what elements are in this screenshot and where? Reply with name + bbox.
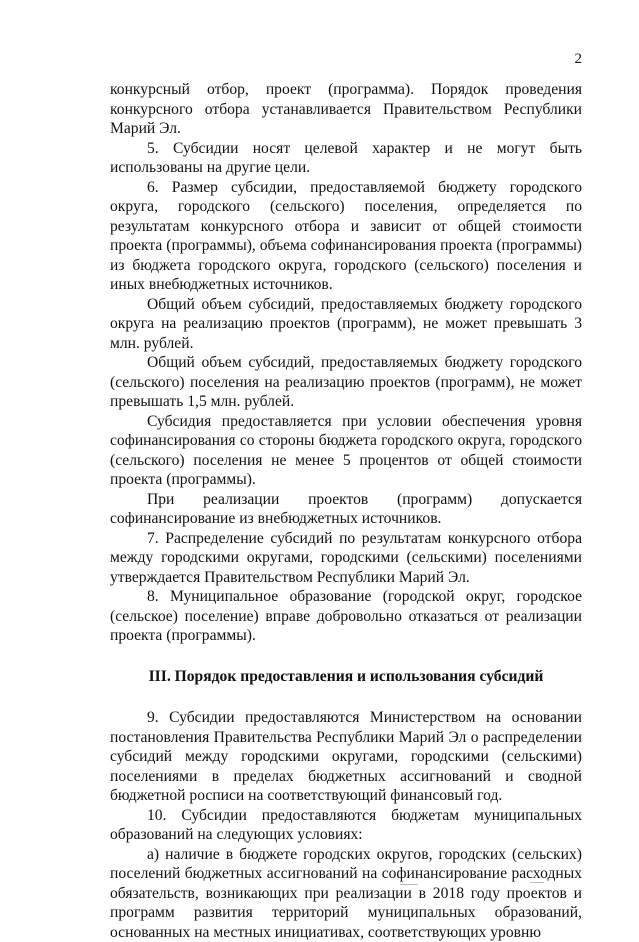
paragraph-p-continuation: конкурсный отбор, проект (программа). Порядок проведения конкурсного отбора устанавливается Правительством Республики Марий Эл.: [110, 80, 582, 139]
paragraphs-before-section: [110, 80, 582, 646]
paragraph-p-10-a: а) наличие в бюджете городских округов, городских (сельских) поселений бюджетных ассигнований на софинансирование расходных обязательств, возникающих при реализации в 2018 году проектов и программ развития территорий муниципальных образований, основанных на местных инициативах, соответствующих уровню: [110, 845, 582, 942]
paragraph-p-9: 9. Субсидии предоставляются Министерством на основании постановления Правительства Республики Марий Эл о распределении субсидий между городскими округами, городскими (сельскими) поселениями в пределах бюджетных ассигнований и сводной бюджетной росписи на соответствующий финансовый год.: [110, 708, 582, 806]
section-title: III. Порядок предоставления и использования субсидий: [110, 667, 582, 687]
paragraph-p-6: 6. Размер субсидии, предоставляемой бюджету городского округа, городского (сельского) поселения, определяется по результатам конкурсного отбора и зависит от общей стоимости проекта (программы), объема софинансирования проекта (программы) из бюджета городского округа, городского (сельского) поселения и иных внебюджетных источников.: [110, 178, 582, 295]
page-number: 2: [575, 50, 583, 68]
scan-artifact: [530, 882, 544, 883]
paragraph-p-7: 7. Распределение субсидий по результатам конкурсного отбора между городскими округами, городскими (сельскими) поселениями утверждается Правительством Республики Марий Эл.: [110, 529, 582, 588]
paragraph-p-5: 5. Субсидии носят целевой характер и не могут быть использованы на другие цели.: [110, 139, 582, 178]
document-body: [110, 80, 582, 942]
paragraphs-after-section: [110, 708, 582, 942]
paragraph-p-6-poselenie: Общий объем субсидий, предоставляемых бюджету городского (сельского) поселения на реализацию проектов (программ), не может превышать 1,5 млн. рублей.: [110, 353, 582, 412]
paragraph-p-6-okrug: Общий объем субсидий, предоставляемых бюджету городского округа на реализацию проектов (программ), не может превышать 3 млн. рублей.: [110, 295, 582, 354]
paragraph-p-6-usloviye: Субсидия предоставляется при условии обеспечения уровня софинансирования со стороны бюджета городского округа, городского (сельского) поселения не менее 5 процентов от общей стоимости проекта (программы).: [110, 412, 582, 490]
paragraph-p-6-vnebyudzhet: При реализации проектов (программ) допускается софинансирование из внебюджетных источников.: [110, 490, 582, 529]
paragraph-p-8: 8. Муниципальное образование (городской округ, городское (сельское) поселение) вправе добровольно отказаться от реализации проекта (программы).: [110, 587, 582, 646]
paragraph-p-10: 10. Субсидии предоставляются бюджетам муниципальных образований на следующих условиях:: [110, 806, 582, 845]
scan-artifact: [400, 884, 418, 885]
